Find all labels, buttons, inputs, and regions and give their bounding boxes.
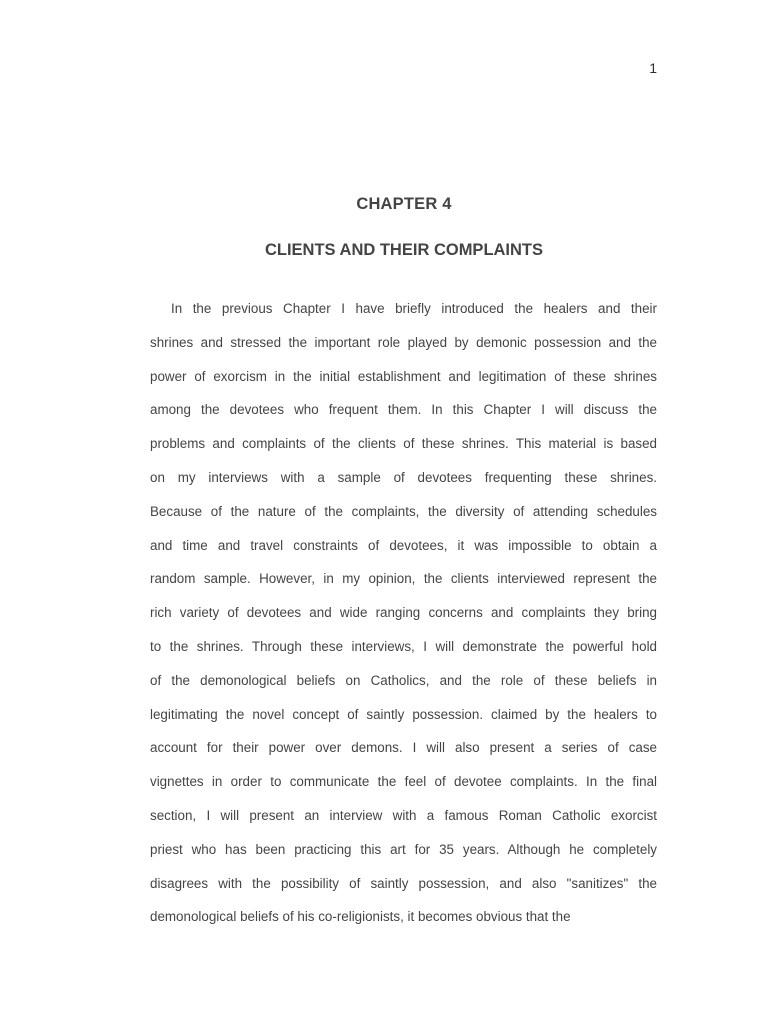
- text-line: account for their power over demons. I will also present a series of case: [150, 740, 657, 756]
- text-line: disagrees with the possibility of saintly possession, and also "sanitizes" the: [150, 875, 657, 891]
- text-line: legitimating the novel concept of saintly possession. claimed by the healers to: [150, 706, 657, 722]
- text-line: priest who has been practicing this art for 35 years. Although he completely: [150, 841, 657, 857]
- body-paragraph: [150, 297, 657, 939]
- text-line: to the shrines. Through these interviews, I will demonstrate the powerful hold: [150, 638, 657, 654]
- text-line: rich variety of devotees and wide ranging concerns and complaints they bring: [150, 605, 657, 621]
- text-line: problems and complaints of the clients of these shrines. This material is based: [150, 436, 657, 452]
- text-line: among the devotees who frequent them. In this Chapter I will discuss the: [150, 402, 657, 418]
- text-line: on my interviews with a sample of devotees frequenting these shrines.: [150, 469, 657, 485]
- chapter-title: CLIENTS AND THEIR COMPLAINTS: [264, 241, 544, 259]
- text-line: Because of the nature of the complaints, the diversity of attending schedules: [150, 503, 657, 519]
- text-line: shrines and stressed the important role played by demonic possession and the: [150, 334, 657, 350]
- text-line: section, I will present an interview with a famous Roman Catholic exorcist: [150, 807, 657, 823]
- text-line: and time and travel constraints of devotees, it was impossible to obtain a: [150, 537, 657, 553]
- text-line: power of exorcism in the initial establishment and legitimation of these shrines: [150, 368, 657, 384]
- text-line: random sample. However, in my opinion, the clients interviewed represent the: [150, 571, 657, 587]
- text-line: of the demonological beliefs on Catholics, and the role of these beliefs in: [150, 672, 657, 688]
- page-number: 1: [649, 60, 657, 76]
- text-line: In the previous Chapter I have briefly introduced the healers and their: [171, 301, 657, 316]
- chapter-heading: CHAPTER 4: [356, 195, 452, 213]
- text-line: vignettes in order to communicate the feel of devotee complaints. In the final: [150, 774, 657, 790]
- text-line: demonological beliefs of his co-religionists, it becomes obvious that the: [150, 909, 571, 925]
